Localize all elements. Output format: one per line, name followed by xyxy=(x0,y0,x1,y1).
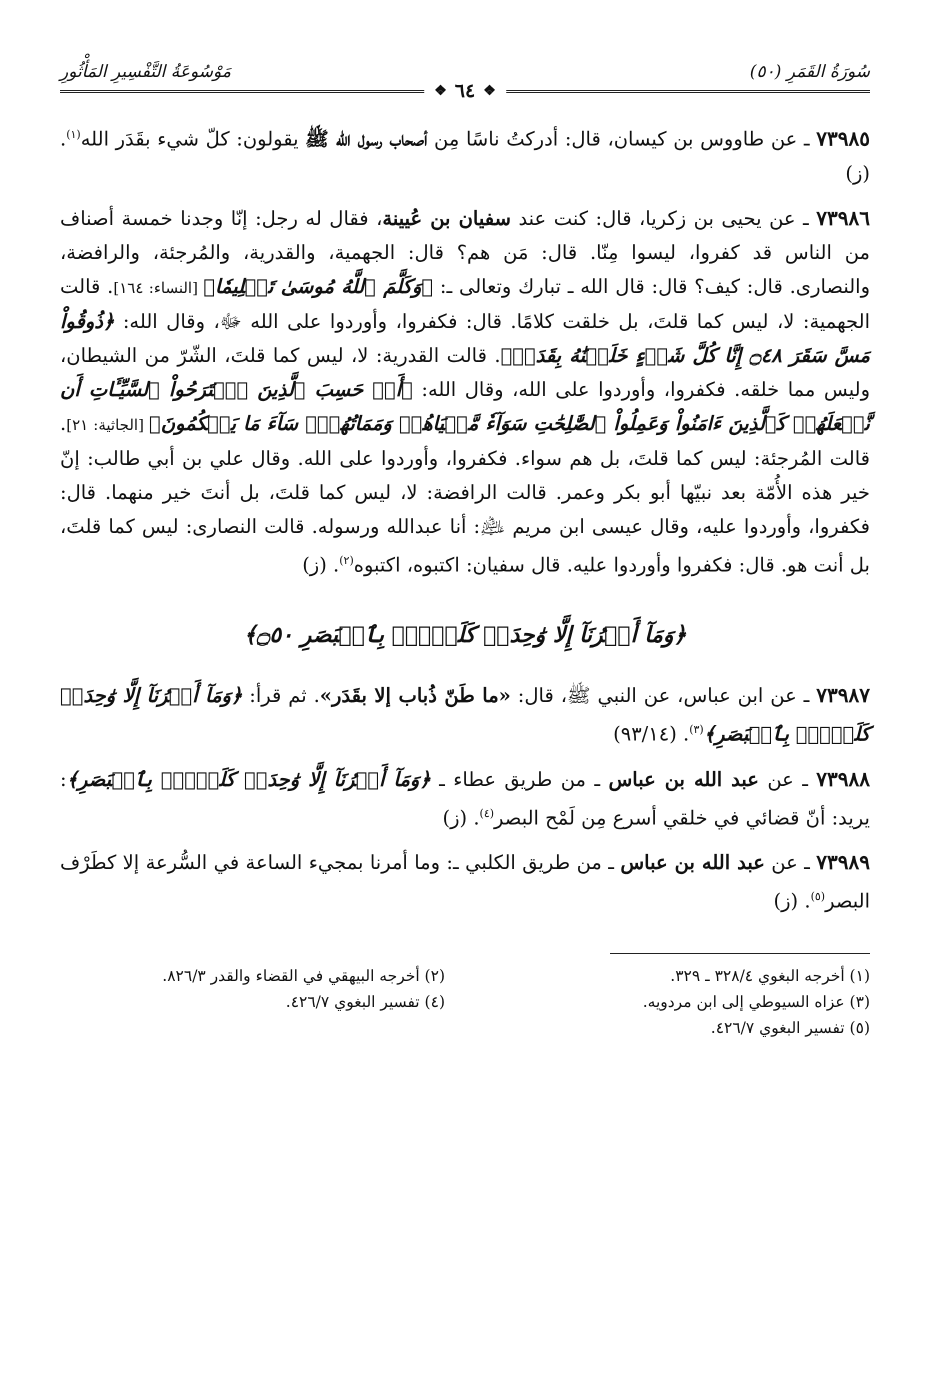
entry-bold: سفيان بن عُيينة xyxy=(382,206,511,230)
entry-number: ٧٣٩٨٨ xyxy=(816,766,871,791)
page-number-block xyxy=(424,80,506,102)
hadith-entry xyxy=(60,118,870,191)
quran-quote: ﴿وَكَلَّمَ ٱللَّهُ مُوسَىٰ تَكۡلِيمٗا﴾ xyxy=(203,274,434,298)
quran-reference: [الجاثية: ٢١] xyxy=(66,415,150,434)
footnote: (١) أخرجه البغوي ٣٢٨/٤ ـ ٣٢٩. xyxy=(670,966,870,985)
entry-text: : يريد: أنّ قضائي في خلقي أسرع مِن لَمْح البصر xyxy=(60,767,870,829)
page xyxy=(60,60,870,1350)
entry-text: . (ز) xyxy=(302,553,340,576)
footnote-ref[interactable]: (١) xyxy=(66,128,81,141)
entry-number: ٧٣٩٨٩ xyxy=(816,850,870,874)
entry-text: ، فقال له رجل: إنّا وجدنا خمسة أصناف من الناس قد كفروا، ليسوا مِنّا. قال: مَن هم؟ قال: الجهمية، والقدرية، والمُرجئة، والرافضة، والنصارى. قال: كيف؟ قال: قال الله ـ تبارك وتعالى ـ: xyxy=(60,206,870,298)
page-header xyxy=(60,60,870,108)
hadith-entry xyxy=(60,845,870,919)
quran-quote: ﴿أَمۡ حَسِبَ ٱلَّذِينَ ٱجۡتَرَحُواْ ٱلسَّيِّـَٔاتِ أَن نَّجۡعَلَهُمۡ كَٱلَّذِينَ ءَامَنُواْ وَعَمِلُواْ ٱلصَّٰلِحَٰتِ سَوَآءٗ مَّحۡيَاهُمۡ وَمَمَاتُهُمۡۚ سَآءَ مَا يَحۡكُمُونَ﴾ xyxy=(60,377,870,435)
entry-text: . ثم قرأ: xyxy=(242,684,320,707)
entry-text: . قالت القدرية: لا، ليس كما قلتَ، الشّرّ من الشيطان، وليس مما خلقه. فكفروا، وأوردوا على الله، وقال الله: xyxy=(60,343,871,401)
footnote: (٥) تفسير البغوي ٤٢٦/٧. xyxy=(710,1018,870,1037)
entry-text: يقولون: كلّ شيء بقَدَر الله xyxy=(80,127,306,151)
footnote-ref[interactable]: (٥) xyxy=(810,890,826,903)
book-title: مَوْسُوعَةُ التَّفْسِيرِ المَأْثُورِ xyxy=(60,62,231,82)
entry-text: . قالت المُرجئة: ليس كما قلتَ، بل هم سواء. فكفروا، وأوردوا على الله. وقال علي بن أبي طالب: إنّ خير هذه الأُمّة بعد نبيّها أبو بكر وعمر. قالت الرافضة: لا، ليس كما قلتَ، بل أنتَ خير منهما. قال: فكفروا، وأوردوا عليه، وقال عيسى ابن مريم ﵇: أنا عبدالله ورسوله. قالت النصارى: ليس كما قلتَ، بل أنت هو. قال: فكفروا وأوردوا عليه. قال سفيان: اكتبوه، اكتبوه xyxy=(60,411,870,576)
footnote-divider xyxy=(610,953,870,954)
hadith-entry xyxy=(60,762,870,836)
entry-text: ـ من طريق عطاء ـ xyxy=(430,767,609,791)
entry-text: ـ عن xyxy=(758,767,817,791)
entry-text: ـ عن ابن عباس، عن النبي ﷺ، قال: xyxy=(510,684,817,707)
entry-text: . (ز) xyxy=(60,127,870,185)
entry-text: ـ عن يحيى بن زكريا، قال: كنت عند xyxy=(510,206,817,230)
footnote-ref[interactable]: (٢) xyxy=(339,553,354,567)
quran-quote: ﴿ذُوقُواْ مَسَّ سَقَرَ ۝٤٨ إِنَّا كُلَّ شَيۡءٍ خَلَقۡنَٰهُ بِقَدَرٖ﴾ xyxy=(60,309,870,367)
footnote: (٣) عزاه السيوطي إلى ابن مردويه. xyxy=(642,992,870,1011)
entry-text: . قالت الجهمية: لا، ليس كما قلتَ، بل خلقت كلامًا. قال: فكفروا، وأوردوا على الله ﷻ، وقال الله: xyxy=(60,274,870,333)
page-number: ٦٤ xyxy=(454,80,476,102)
entry-bold: عبد الله بن عباس xyxy=(620,851,765,874)
entry-text: ـ عن xyxy=(764,851,817,874)
footnote-ref[interactable]: (٤) xyxy=(479,806,495,820)
ornament-icon: ❖ xyxy=(434,83,447,99)
surah-title: سُورَةُ القَمَرِ (٥٠) xyxy=(749,62,870,82)
hadith-entry xyxy=(60,678,870,752)
entry-text: . (٩٣/١٤) xyxy=(613,722,690,746)
entry-text: . (ز) xyxy=(773,889,811,913)
entry-number: ٧٣٩٨٥ xyxy=(816,126,870,151)
footnote: (٤) تفسير البغوي ٤٢٦/٧. xyxy=(285,992,445,1011)
entry-bold: «ما طَنّ ذُباب إلا بقَدَر» xyxy=(319,684,511,707)
footnotes xyxy=(60,964,870,1040)
entry-number: ٧٣٩٨٧ xyxy=(816,683,870,707)
verse-heading: ﴿وَمَآ أَمۡرُنَآ إِلَّا وَٰحِدَةٞ كَلَمۡحِۭ بِٱلۡبَصَرِ ۝٥٠﴾ xyxy=(243,622,687,648)
entry-text: ـ عن طاووس بن كيسان، قال: أدركتُ ناسًا مِن xyxy=(427,127,817,151)
quran-reference: [النساء: ١٦٤] xyxy=(113,278,204,297)
hadith-entry xyxy=(60,201,870,583)
footnote: (٢) أخرجه البيهقي في القضاء والقدر ٨٢٦/٣. xyxy=(162,966,445,985)
ornament-icon: ❖ xyxy=(483,83,496,99)
entry-text: . (ز) xyxy=(442,806,480,829)
entry-text: ـ من طريق الكلبي ـ: وما أمرنا بمجيء الساعة في السُّرعة إلا كطَرْف البصر xyxy=(60,851,870,913)
entry-number: ٧٣٩٨٦ xyxy=(816,205,870,230)
entry-bold: أصحاب رسول الله ﷺ xyxy=(305,127,428,151)
quran-quote: ﴿وَمَآ أَمۡرُنَآ إِلَّا وَٰحِدَةٞ كَلَمۡحِۭ بِٱلۡبَصَرِ﴾ xyxy=(66,767,431,791)
footnote-ref[interactable]: (٣) xyxy=(689,723,704,736)
entry-bold: عبد الله بن عباس xyxy=(608,767,759,791)
quran-quote: ﴿وَمَآ أَمۡرُنَآ إِلَّا وَٰحِدَةٞ كَلَمۡحِۭ بِٱلۡبَصَرِ﴾ xyxy=(60,684,870,746)
